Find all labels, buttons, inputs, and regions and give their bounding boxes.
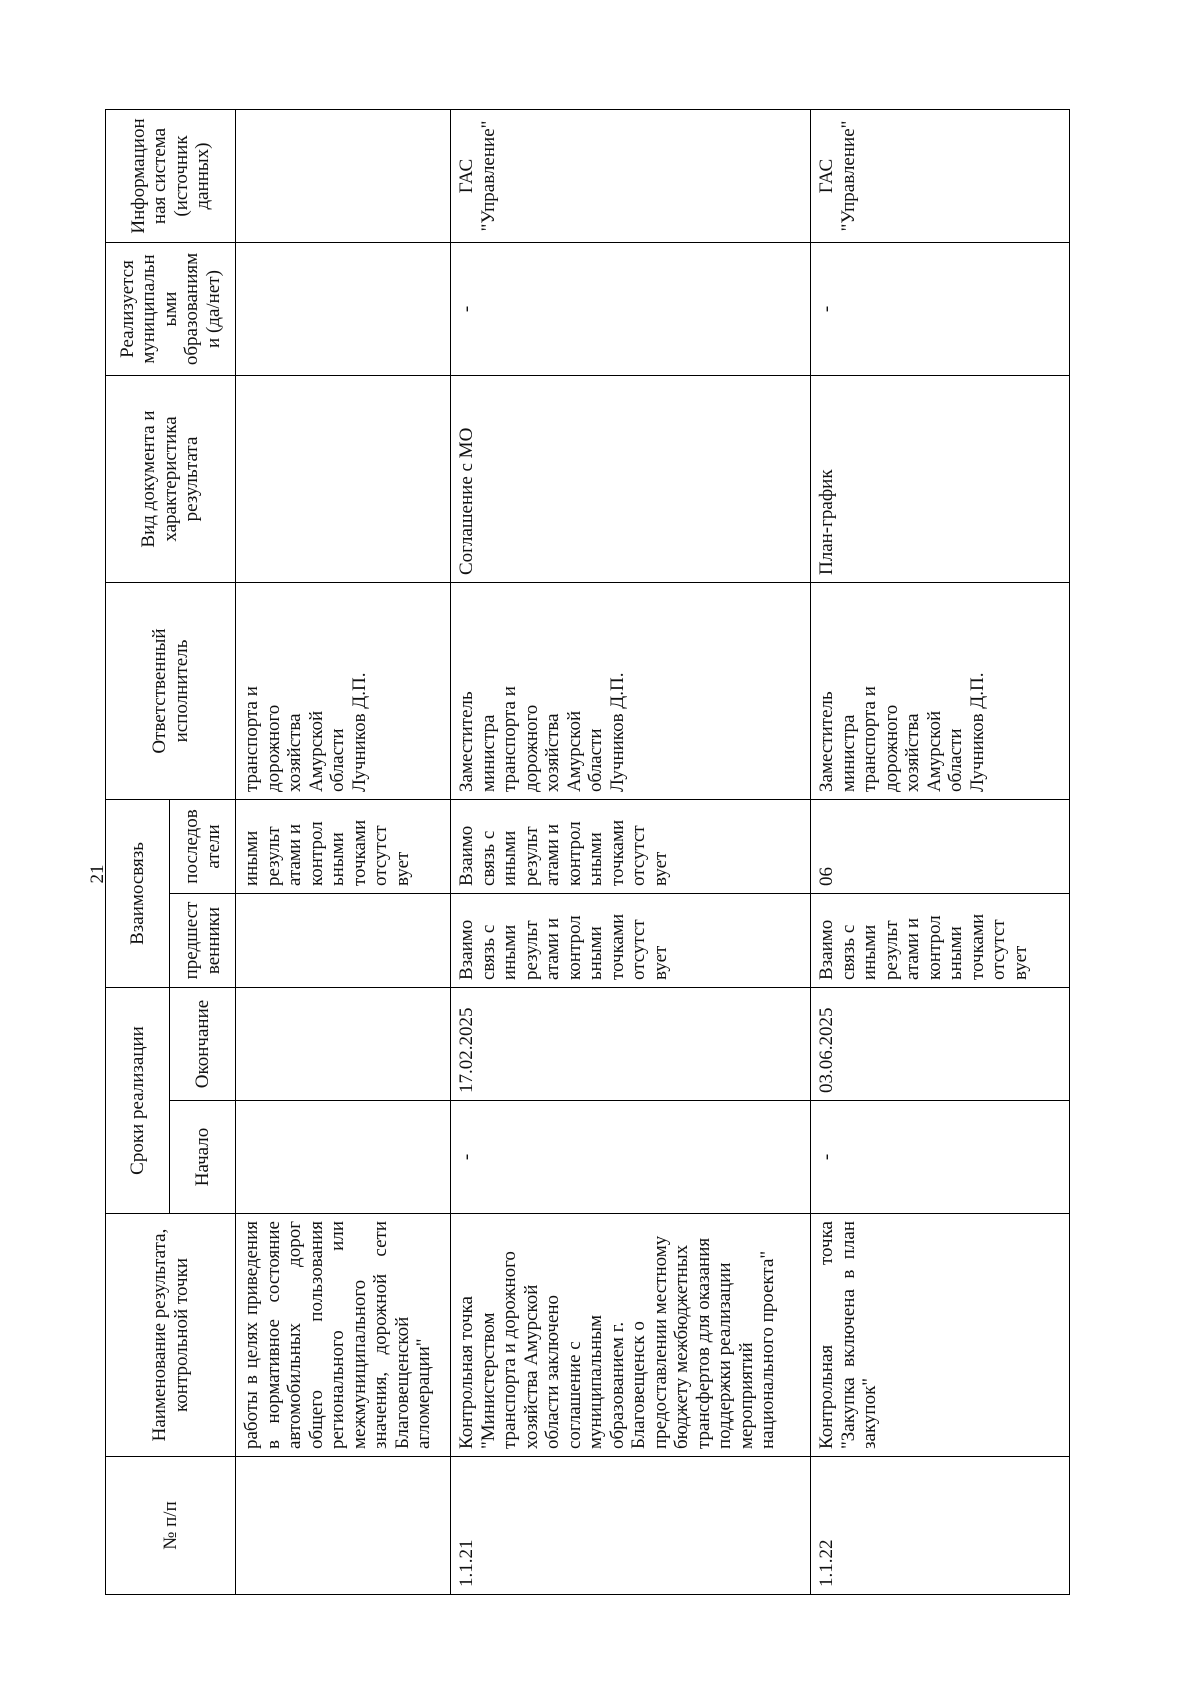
row-document	[236, 376, 451, 583]
header-terms: Сроки реализации	[106, 988, 170, 1214]
header-municipal: Реализуется муниципальными образованиями (да/нет)	[106, 243, 236, 376]
header-responsible: Ответственный исполнитель	[106, 583, 236, 800]
table-row	[451, 110, 811, 1595]
row-start: -	[811, 1101, 1070, 1214]
row-num: 1.1.21	[451, 1457, 811, 1595]
row-successors: Взаимо связь с иными результ атами и контрол ьными точками отсутст вует	[451, 800, 811, 894]
header-successors: последователи	[170, 800, 236, 894]
page-number: 21	[87, 864, 108, 884]
row-start	[236, 1101, 451, 1214]
results-table	[105, 109, 1070, 1595]
row-num	[236, 1457, 451, 1595]
row-end: 03.06.2025	[811, 988, 1070, 1101]
row-name	[236, 1214, 451, 1457]
header-info-system: Информационная система (источник данных)	[106, 110, 236, 243]
header-predecessors: предшественники	[170, 894, 236, 988]
header-name: Наименование результата, контрольной точки	[106, 1214, 236, 1457]
row-municipal: -	[811, 243, 1070, 376]
table-row	[811, 110, 1070, 1595]
row-info-system: ГАС "Управление"	[811, 110, 1070, 243]
row-predecessors: Взаимо связь с иными результ атами и контрол ьными точками отсутст вует	[451, 894, 811, 988]
row-responsible: транспорта и дорожного хозяйства Амурской области Лучников Д.П.	[236, 583, 451, 800]
row-start: -	[451, 1101, 811, 1214]
row-responsible: Заместитель министра транспорта и дорожного хозяйства Амурской области Лучников Д.П.	[811, 583, 1070, 800]
header-relation: Взаимосвязь	[106, 800, 170, 988]
row-info-system: ГАС "Управление"	[451, 110, 811, 243]
row-name: Контрольная точка "Закупка включена в план закупок"	[811, 1214, 1070, 1457]
row-num: 1.1.22	[811, 1457, 1070, 1595]
row-name: Контрольная точка "Министерством транспорта и дорожного хозяйства Амурской области заключено соглашение с муниципальным образованием г. Благовещенск о предоставлении местному бюджету межбюджетных трансфертов для оказания поддержки реализации мероприятий национального проекта"	[451, 1214, 811, 1457]
rotated-table-container	[105, 110, 1070, 1595]
row-name-justified: работы в целях приведения в нормативное состояние автомобильных дорог общего пользования регионального или межмуниципального значения, дорожной сети	[241, 1221, 391, 1449]
header-end: Окончание	[170, 988, 236, 1101]
row-name-tail: Благовещенской агломерации"	[391, 1316, 434, 1449]
row-successors: 06	[811, 800, 1070, 894]
header-document: Вид документа и характеристика результата	[106, 376, 236, 583]
header-start: Начало	[170, 1101, 236, 1214]
row-responsible: Заместитель министра транспорта и дорожного хозяйства Амурской области Лучников Д.П.	[451, 583, 811, 800]
row-municipal	[236, 243, 451, 376]
row-document: План-график	[811, 376, 1070, 583]
table-row	[236, 110, 451, 1595]
row-document: Соглашение с МО	[451, 376, 811, 583]
row-info-system	[236, 110, 451, 243]
row-predecessors: Взаимо связь с иными результ атами и контрол ьными точками отсутст вует	[811, 894, 1070, 988]
row-end	[236, 988, 451, 1101]
row-successors: иными результ атами и контрол ьными точками отсутст вует	[236, 800, 451, 894]
row-end: 17.02.2025	[451, 988, 811, 1101]
header-num: № п/п	[106, 1457, 236, 1595]
row-municipal: -	[451, 243, 811, 376]
row-predecessors	[236, 894, 451, 988]
